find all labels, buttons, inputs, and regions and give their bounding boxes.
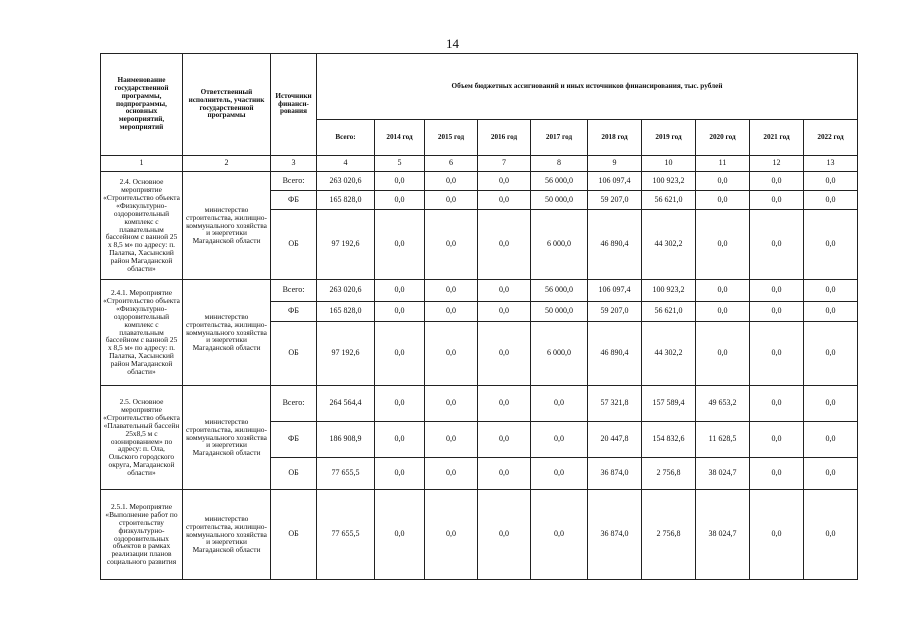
funding-source: ФБ xyxy=(271,302,317,322)
header-year: 2021 год xyxy=(750,120,804,156)
column-number: 13 xyxy=(804,156,858,172)
year-value: 56 000,0 xyxy=(531,172,588,191)
funding-source: ФБ xyxy=(271,422,317,458)
year-value: 0,0 xyxy=(425,422,478,458)
table-row xyxy=(101,172,858,191)
year-value: 0,0 xyxy=(696,280,750,302)
header-name: Наименование государственной программы, подпрограммы, основных мероприятий, мероприятий xyxy=(101,54,183,156)
program-item-name: 2.5. Основное мероприятие «Строительство объекта «Плавательный бассейн 25х8,5 м с озонированием» по адресу: п. Ола, Ольского городского округа, Магаданской области» xyxy=(101,386,183,490)
year-value: 0,0 xyxy=(750,322,804,386)
year-value: 0,0 xyxy=(478,191,531,210)
year-value: 0,0 xyxy=(804,302,858,322)
column-numbers-row xyxy=(101,156,858,172)
total-value: 264 564,4 xyxy=(317,386,375,422)
year-value: 0,0 xyxy=(804,386,858,422)
header-year: 2014 год xyxy=(375,120,425,156)
header-total: Всего: xyxy=(317,120,375,156)
year-value: 0,0 xyxy=(750,172,804,191)
year-value: 57 321,8 xyxy=(588,386,642,422)
year-value: 0,0 xyxy=(478,322,531,386)
year-value: 59 207,0 xyxy=(588,302,642,322)
year-value: 0,0 xyxy=(375,191,425,210)
column-number: 11 xyxy=(696,156,750,172)
year-value: 46 890,4 xyxy=(588,322,642,386)
year-value: 0,0 xyxy=(478,210,531,280)
header-year: 2017 год xyxy=(531,120,588,156)
header-year: 2018 год xyxy=(588,120,642,156)
header-year: 2019 год xyxy=(642,120,696,156)
total-value: 263 020,6 xyxy=(317,280,375,302)
year-value: 157 589,4 xyxy=(642,386,696,422)
total-value: 97 192,6 xyxy=(317,322,375,386)
year-value: 0,0 xyxy=(478,172,531,191)
year-value: 0,0 xyxy=(375,210,425,280)
year-value: 20 447,8 xyxy=(588,422,642,458)
executor-name: министерство строительства, жилищно-коммунального хозяйства и энергетики Магаданской области xyxy=(183,280,271,386)
column-number: 5 xyxy=(375,156,425,172)
program-item-name: 2.4. Основное мероприятие «Строительство объекта «Физкультурно-оздоровительный комплекс с плавательным бассейном с ванной 25 х 8,5 м» по адресу: п. Палатка, Хасынский район Магаданской области» xyxy=(101,172,183,280)
year-value: 0,0 xyxy=(750,302,804,322)
year-value: 49 653,2 xyxy=(696,386,750,422)
program-item-name: 2.5.1. Мероприятие «Выполнение работ по строительству физкультурно-оздоровительных объектов в рамках реализации планов социального развития xyxy=(101,490,183,580)
column-number: 3 xyxy=(271,156,317,172)
page-number: 14 xyxy=(446,36,459,51)
year-value: 0,0 xyxy=(750,386,804,422)
column-number: 12 xyxy=(750,156,804,172)
funding-source: ОБ xyxy=(271,322,317,386)
executor-name: министерство строительства, жилищно-коммунального хозяйства и энергетики Магаданской области xyxy=(183,172,271,280)
year-value: 0,0 xyxy=(696,302,750,322)
table-row xyxy=(101,490,858,580)
table-row xyxy=(101,280,858,302)
year-value: 0,0 xyxy=(804,458,858,490)
year-value: 0,0 xyxy=(375,322,425,386)
year-value: 38 024,7 xyxy=(696,490,750,580)
year-value: 2 756,8 xyxy=(642,490,696,580)
year-value: 0,0 xyxy=(375,302,425,322)
header-executor: Ответственный исполнитель, участник государственной программы xyxy=(183,54,271,156)
column-number: 9 xyxy=(588,156,642,172)
year-value: 36 874,0 xyxy=(588,490,642,580)
year-value: 0,0 xyxy=(804,172,858,191)
year-value: 56 000,0 xyxy=(531,280,588,302)
year-value: 0,0 xyxy=(425,458,478,490)
year-value: 0,0 xyxy=(750,458,804,490)
column-number: 2 xyxy=(183,156,271,172)
year-value: 0,0 xyxy=(750,191,804,210)
year-value: 38 024,7 xyxy=(696,458,750,490)
total-value: 186 908,9 xyxy=(317,422,375,458)
year-value: 154 832,6 xyxy=(642,422,696,458)
year-value: 0,0 xyxy=(531,458,588,490)
funding-source: ОБ xyxy=(271,458,317,490)
year-value: 0,0 xyxy=(478,490,531,580)
year-value: 0,0 xyxy=(804,490,858,580)
year-value: 11 628,5 xyxy=(696,422,750,458)
column-number: 7 xyxy=(478,156,531,172)
year-value: 0,0 xyxy=(478,302,531,322)
total-value: 97 192,6 xyxy=(317,210,375,280)
total-value: 77 655,5 xyxy=(317,458,375,490)
year-value: 6 000,0 xyxy=(531,210,588,280)
funding-source: ОБ xyxy=(271,210,317,280)
budget-table xyxy=(100,53,858,580)
year-value: 0,0 xyxy=(804,280,858,302)
year-value: 56 621,0 xyxy=(642,302,696,322)
funding-source: ОБ xyxy=(271,490,317,580)
column-number: 1 xyxy=(101,156,183,172)
column-number: 4 xyxy=(317,156,375,172)
funding-source: ФБ xyxy=(271,191,317,210)
year-value: 0,0 xyxy=(696,210,750,280)
year-value: 0,0 xyxy=(375,458,425,490)
header-year: 2022 год xyxy=(804,120,858,156)
year-value: 2 756,8 xyxy=(642,458,696,490)
year-value: 106 097,4 xyxy=(588,280,642,302)
year-value: 0,0 xyxy=(804,322,858,386)
year-value: 6 000,0 xyxy=(531,322,588,386)
funding-source: Всего: xyxy=(271,280,317,302)
header-volume: Объем бюджетных ассигнований и иных источников финансирования, тыс. рублей xyxy=(317,54,858,120)
funding-source: Всего: xyxy=(271,172,317,191)
year-value: 44 302,2 xyxy=(642,210,696,280)
year-value: 36 874,0 xyxy=(588,458,642,490)
year-value: 0,0 xyxy=(750,490,804,580)
year-value: 0,0 xyxy=(531,422,588,458)
funding-source: Всего: xyxy=(271,386,317,422)
year-value: 0,0 xyxy=(425,210,478,280)
year-value: 0,0 xyxy=(425,386,478,422)
year-value: 0,0 xyxy=(531,386,588,422)
year-value: 0,0 xyxy=(804,191,858,210)
total-value: 77 655,5 xyxy=(317,490,375,580)
year-value: 0,0 xyxy=(425,490,478,580)
year-value: 59 207,0 xyxy=(588,191,642,210)
header-year: 2015 год xyxy=(425,120,478,156)
year-value: 0,0 xyxy=(478,458,531,490)
year-value: 0,0 xyxy=(375,172,425,191)
year-value: 0,0 xyxy=(804,210,858,280)
header-year: 2020 год xyxy=(696,120,750,156)
year-value: 0,0 xyxy=(425,172,478,191)
year-value: 0,0 xyxy=(425,280,478,302)
year-value: 106 097,4 xyxy=(588,172,642,191)
column-number: 8 xyxy=(531,156,588,172)
year-value: 0,0 xyxy=(375,422,425,458)
year-value: 0,0 xyxy=(478,280,531,302)
year-value: 100 923,2 xyxy=(642,172,696,191)
year-value: 100 923,2 xyxy=(642,280,696,302)
year-value: 0,0 xyxy=(375,280,425,302)
year-value: 0,0 xyxy=(750,422,804,458)
year-value: 0,0 xyxy=(425,322,478,386)
year-value: 0,0 xyxy=(375,490,425,580)
year-value: 0,0 xyxy=(478,386,531,422)
year-value: 0,0 xyxy=(531,490,588,580)
year-value: 56 621,0 xyxy=(642,191,696,210)
header-source: Источники финанси-рования xyxy=(271,54,317,156)
year-value: 0,0 xyxy=(750,210,804,280)
year-value: 0,0 xyxy=(804,422,858,458)
total-value: 165 828,0 xyxy=(317,191,375,210)
executor-name: министерство строительства, жилищно-коммунального хозяйства и энергетики Магаданской области xyxy=(183,490,271,580)
table-row xyxy=(101,386,858,422)
year-value: 46 890,4 xyxy=(588,210,642,280)
program-item-name: 2.4.1. Мероприятие «Строительство объекта «Физкультурно-оздоровительный комплекс с плавательным бассейном с ванной 25 х 8,5 м» по адресу: п. Палатка, Хасынский район Магаданской области» xyxy=(101,280,183,386)
executor-name: министерство строительства, жилищно-коммунального хозяйства и энергетики Магаданской области xyxy=(183,386,271,490)
year-value: 0,0 xyxy=(425,302,478,322)
year-value: 44 302,2 xyxy=(642,322,696,386)
year-value: 0,0 xyxy=(696,191,750,210)
column-number: 10 xyxy=(642,156,696,172)
total-value: 263 020,6 xyxy=(317,172,375,191)
year-value: 0,0 xyxy=(696,322,750,386)
year-value: 50 000,0 xyxy=(531,302,588,322)
header-year: 2016 год xyxy=(478,120,531,156)
year-value: 0,0 xyxy=(478,422,531,458)
year-value: 0,0 xyxy=(375,386,425,422)
year-value: 50 000,0 xyxy=(531,191,588,210)
year-value: 0,0 xyxy=(425,191,478,210)
column-number: 6 xyxy=(425,156,478,172)
year-value: 0,0 xyxy=(696,172,750,191)
year-value: 0,0 xyxy=(750,280,804,302)
total-value: 165 828,0 xyxy=(317,302,375,322)
